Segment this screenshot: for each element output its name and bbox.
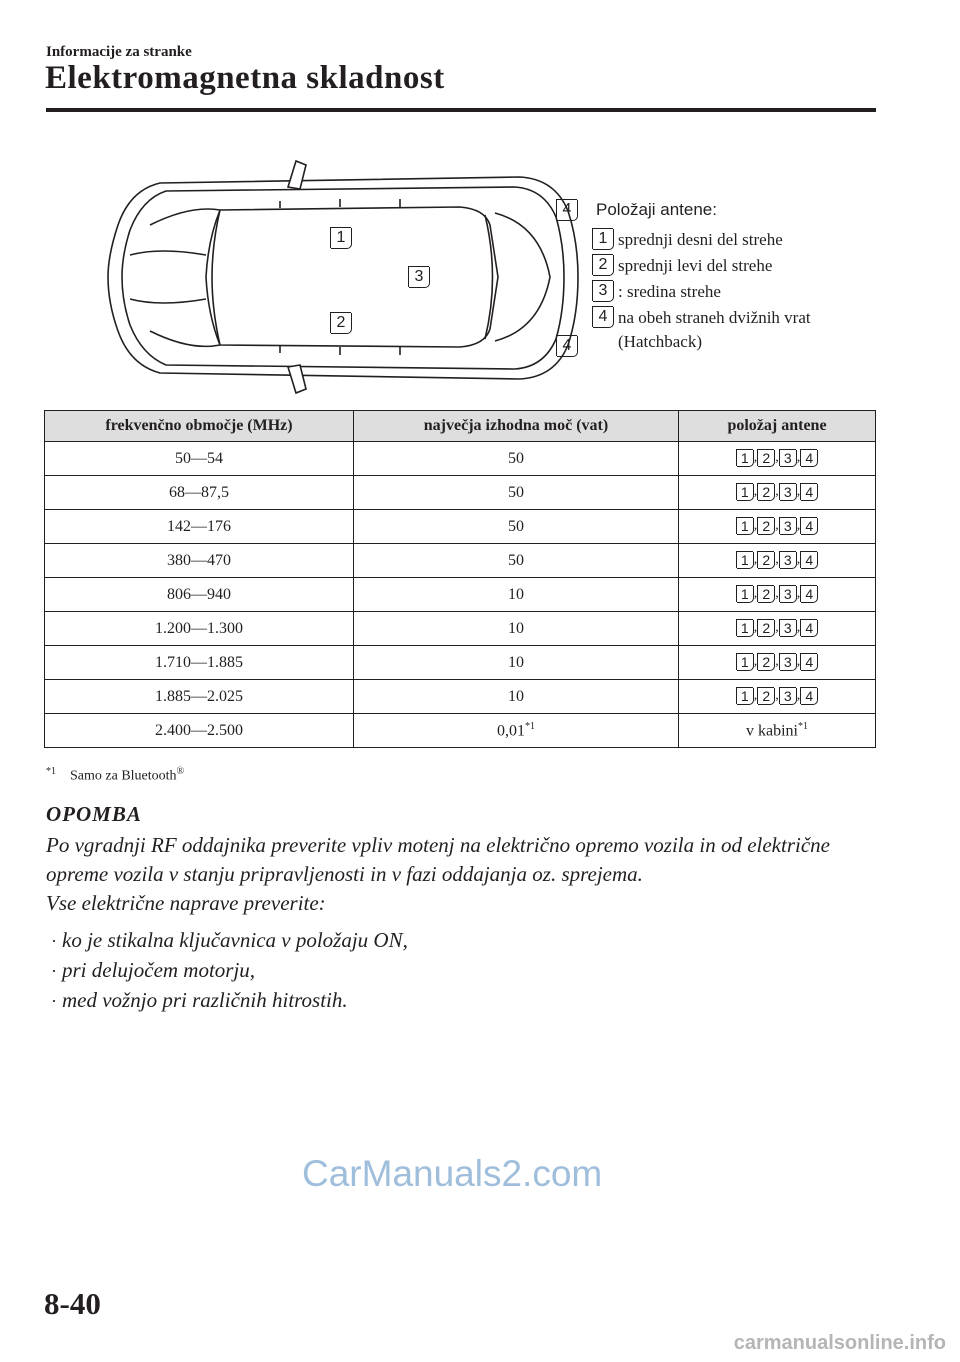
table-row: [45, 714, 876, 748]
list-item-text: pri delujočem motorju,: [62, 958, 256, 982]
antenna-separator: ,: [775, 654, 779, 669]
antenna-num: 1: [736, 517, 754, 535]
cell-position: [679, 646, 876, 680]
list-item: [46, 956, 876, 986]
antenna-positions: [736, 517, 819, 535]
antenna-num: 1: [736, 449, 754, 467]
antenna-num: 3: [779, 619, 797, 637]
table-row: [45, 612, 876, 646]
antenna-separator: ,: [775, 552, 779, 567]
power-value: 0,01: [497, 722, 525, 740]
antenna-separator: ,: [775, 484, 779, 499]
antenna-num: 1: [736, 551, 754, 569]
antenna-num: 4: [800, 653, 818, 671]
antenna-separator: ,: [796, 518, 801, 533]
antenna-separator: ,: [753, 620, 758, 635]
cell-power: 50: [354, 510, 679, 544]
antenna-separator: ,: [775, 450, 779, 465]
registered-mark: ®: [176, 766, 185, 777]
cell-position: [679, 578, 876, 612]
cell-position: [679, 680, 876, 714]
antenna-positions: [736, 653, 819, 671]
header-frequency: frekvenčno območje (MHz): [45, 411, 354, 442]
antenna-separator: ,: [753, 450, 758, 465]
list-item-text: med vožnjo pri različnih hitrostih.: [62, 988, 348, 1012]
footnote-text: Samo za Bluetooth: [70, 768, 177, 784]
antenna-num: 4: [800, 687, 818, 705]
cell-power: 10: [354, 612, 679, 646]
antenna-separator: ,: [796, 620, 801, 635]
antenna-legend: [592, 200, 882, 356]
header-position: položaj antene: [679, 411, 876, 442]
antenna-num: 4: [800, 483, 818, 501]
antenna-separator: ,: [775, 586, 779, 601]
cell-range: 68—87,5: [45, 476, 354, 510]
antenna-positions: [736, 551, 819, 569]
bullet-icon: ·: [51, 961, 57, 981]
table-row: [45, 578, 876, 612]
position-footnote-mark: *1: [798, 720, 808, 732]
antenna-num: 3: [779, 449, 797, 467]
antenna-separator: ,: [753, 586, 758, 601]
cell-power: 10: [354, 680, 679, 714]
legend-text: : sredina strehe: [618, 282, 721, 301]
footnote-mark: *1: [46, 766, 56, 777]
antenna-num: 2: [757, 585, 775, 603]
antenna-separator: ,: [796, 688, 801, 703]
antenna-num: 4: [800, 517, 818, 535]
list-item: [46, 986, 876, 1016]
antenna-num: 1: [736, 653, 754, 671]
note-check-line: Vse električne naprave preverite:: [46, 891, 326, 915]
antenna-num: 2: [757, 483, 775, 501]
list-item-text: ko je stikalna ključavnica v položaju ON,: [62, 928, 408, 952]
cell-range: 142—176: [45, 510, 354, 544]
legend-text: sprednji levi del strehe: [618, 256, 773, 275]
title-rule: [46, 108, 876, 112]
antenna-separator: ,: [753, 688, 758, 703]
antenna-separator: ,: [753, 654, 758, 669]
antenna-num: 2: [757, 653, 775, 671]
car-outline: [108, 177, 578, 379]
page-number: 8-40: [44, 1286, 101, 1321]
cell-power: 50: [354, 476, 679, 510]
antenna-separator: ,: [753, 552, 758, 567]
antenna-num: 2: [757, 449, 775, 467]
cell-power: [354, 714, 679, 748]
table-row: [45, 544, 876, 578]
cell-range: 1.710—1.885: [45, 646, 354, 680]
antenna-num: 1: [736, 585, 754, 603]
note-block: [46, 800, 876, 1016]
cell-position: [679, 510, 876, 544]
figure-callout-4-bottom: 4: [556, 335, 578, 357]
antenna-positions: [736, 619, 819, 637]
legend-item: [592, 254, 882, 278]
antenna-separator: ,: [796, 552, 801, 567]
figure-callout-4-top: 4: [556, 199, 578, 221]
cell-range: 380—470: [45, 544, 354, 578]
power-footnote-mark: *1: [525, 720, 535, 732]
cell-power: 10: [354, 578, 679, 612]
antenna-num: 4: [800, 449, 818, 467]
legend-num: 3: [592, 280, 614, 302]
antenna-num: 2: [757, 551, 775, 569]
cell-power: 50: [354, 544, 679, 578]
footer-site-link[interactable]: carmanualsonline.info: [733, 1332, 946, 1354]
cell-range: 50—54: [45, 442, 354, 476]
legend-item: [592, 228, 882, 252]
cell-power: 50: [354, 442, 679, 476]
cell-position: [679, 714, 876, 748]
footnote: [46, 766, 184, 785]
note-list: [46, 926, 876, 1016]
car-top-view-figure: [100, 155, 590, 400]
antenna-num: 3: [779, 517, 797, 535]
table-body: [45, 442, 876, 748]
antenna-num: 3: [779, 687, 797, 705]
cell-position: [679, 476, 876, 510]
list-item: [46, 926, 876, 956]
cell-range: 806—940: [45, 578, 354, 612]
watermark: CarManuals2.com: [302, 1153, 603, 1194]
note-paragraph: Po vgradnji RF oddajnika preverite vpliv motenj na električno opremo vozila in od električne opreme vozila v stanju pripravljenosti in v fazi oddajanja oz. sprejema.: [46, 833, 830, 886]
legend-num: 1: [592, 228, 614, 250]
antenna-num: 3: [779, 653, 797, 671]
page-title: Elektromagnetna skladnost: [45, 60, 445, 96]
antenna-separator: ,: [775, 518, 779, 533]
antenna-separator: ,: [796, 484, 801, 499]
frequency-table: [44, 410, 876, 748]
table-header-row: [45, 411, 876, 442]
figure-callout-1: 1: [330, 227, 352, 249]
note-heading: OPOMBA: [46, 802, 142, 826]
legend-title: Položaji antene:: [596, 200, 717, 219]
legend-num: 2: [592, 254, 614, 276]
antenna-separator: ,: [796, 654, 801, 669]
antenna-num: 4: [800, 619, 818, 637]
bullet-icon: ·: [51, 931, 57, 951]
legend-num: 4: [592, 306, 614, 328]
antenna-num: 1: [736, 687, 754, 705]
legend-item: [592, 280, 882, 304]
antenna-separator: ,: [753, 518, 758, 533]
antenna-positions: [736, 585, 819, 603]
antenna-num: 1: [736, 483, 754, 501]
antenna-num: 3: [779, 483, 797, 501]
antenna-positions: [736, 449, 819, 467]
side-mirrors: [288, 161, 306, 393]
antenna-separator: ,: [775, 688, 779, 703]
cell-position: [679, 544, 876, 578]
antenna-num: 3: [779, 551, 797, 569]
cell-position: [679, 612, 876, 646]
table-row: [45, 442, 876, 476]
cell-position: [679, 442, 876, 476]
legend-item: [592, 306, 882, 354]
antenna-separator: ,: [753, 484, 758, 499]
figure-callout-3: 3: [408, 266, 430, 288]
cell-range: 1.200—1.300: [45, 612, 354, 646]
antenna-separator: ,: [796, 450, 801, 465]
legend-text: sprednji desni del strehe: [618, 230, 783, 249]
section-label: Informacije za stranke: [46, 44, 192, 60]
antenna-positions: [736, 483, 819, 501]
cell-power: 10: [354, 646, 679, 680]
antenna-num: 2: [757, 687, 775, 705]
table-row: [45, 680, 876, 714]
bullet-icon: ·: [51, 991, 57, 1011]
antenna-num: 2: [757, 517, 775, 535]
antenna-num: 1: [736, 619, 754, 637]
table-row: [45, 476, 876, 510]
antenna-num: 3: [779, 585, 797, 603]
antenna-separator: ,: [796, 586, 801, 601]
cell-range: 2.400—2.500: [45, 714, 354, 748]
table-row: [45, 646, 876, 680]
figure-callout-2: 2: [330, 312, 352, 334]
antenna-positions: [736, 687, 819, 705]
header-power: največja izhodna moč (vat): [354, 411, 679, 442]
antenna-num: 2: [757, 619, 775, 637]
antenna-num: 4: [800, 585, 818, 603]
legend-text: na obeh straneh dvižnih vrat (Hatchback): [618, 308, 811, 351]
cell-range: 1.885—2.025: [45, 680, 354, 714]
position-value: v kabini: [746, 722, 798, 740]
antenna-num: 4: [800, 551, 818, 569]
table-row: [45, 510, 876, 544]
antenna-separator: ,: [775, 620, 779, 635]
